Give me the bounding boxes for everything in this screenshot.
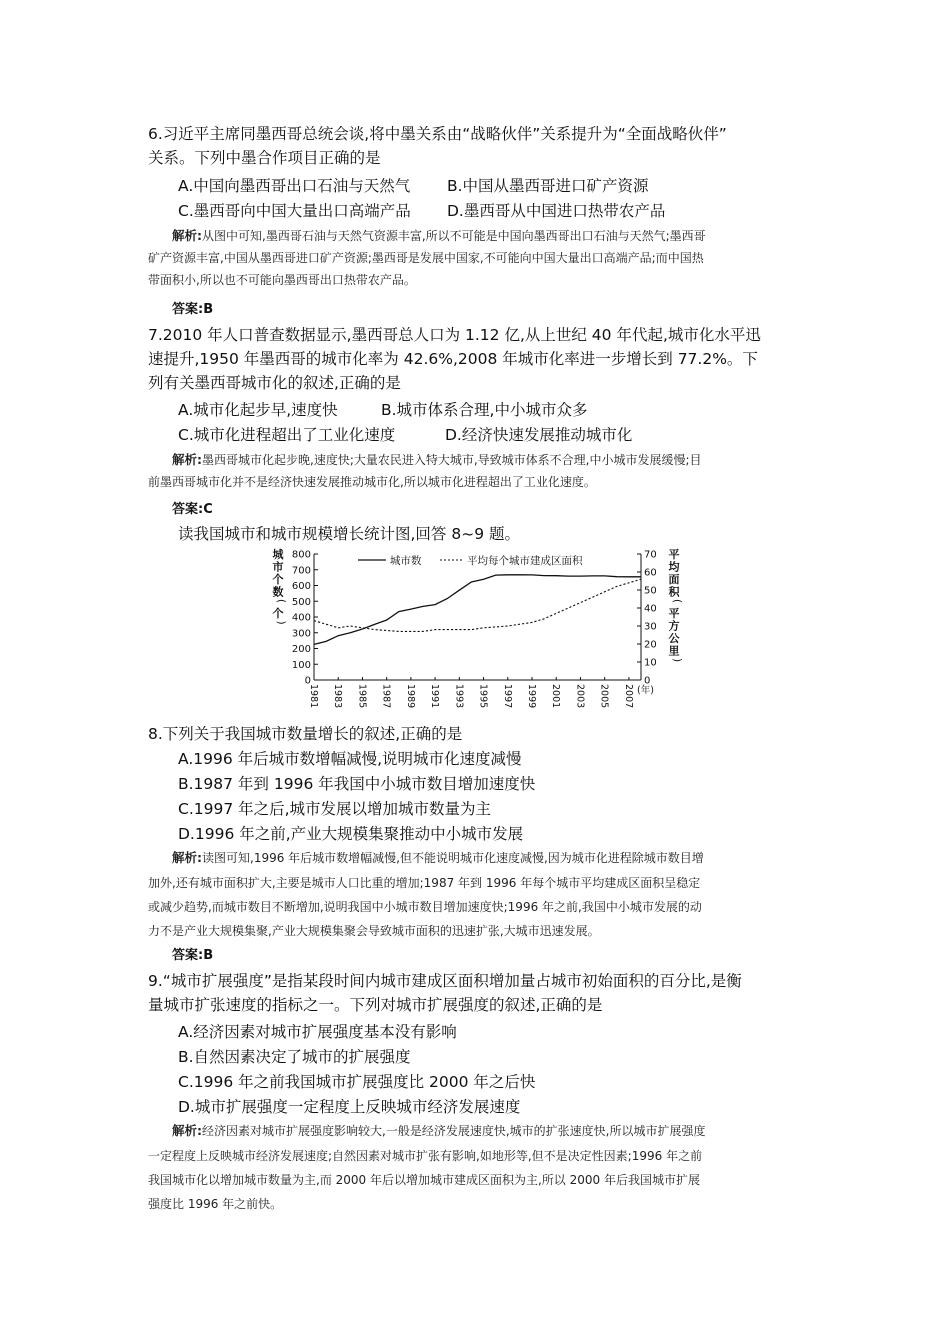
axis-label-char: 里: [668, 644, 680, 658]
right-tick-label: 50: [644, 585, 657, 597]
q8-analysis-line-4: 力不是产业大规模集聚,产业大规模集聚会导致城市面积的迅速扩张,大城市迅速发展。: [148, 924, 600, 938]
x-tick-label: 1981: [308, 684, 319, 709]
axis-label-char: 均: [668, 560, 680, 574]
right-tick-label: 10: [644, 657, 657, 669]
x-tick-label: 2005: [598, 684, 610, 709]
q7-answer-value: C: [203, 502, 213, 517]
axis-label-char: 城: [272, 548, 284, 561]
q7-analysis: [172, 449, 812, 471]
axis-label-char: 市: [272, 560, 284, 574]
q9-analysis-label: 解析:: [172, 1123, 202, 1138]
q7-analysis-line-1: 墨西哥城市化起步晚,速度快;大量农民进入特大城市,导致城市体系不合理,中小城市发展缓慢;目: [202, 453, 702, 467]
q9-option-d: D.城市扩展强度一定程度上反映城市经济发展速度: [178, 1098, 521, 1116]
q6-analysis-line-2: 矿产资源丰富,中国从墨西哥进口矿产资源;墨西哥是发展中国家,不可能向中国大量出口高端产品;而中国热: [148, 251, 704, 265]
axis-label-char: (: [275, 598, 287, 604]
q6-stem-line-2: 关系。下列中墨合作项目正确的是: [148, 149, 381, 167]
q7-option-a: A.城市化起步早,速度快: [178, 401, 338, 419]
q6-option-b: B.中国从墨西哥进口矿产资源: [447, 177, 649, 195]
axis-label-char: 数: [272, 585, 284, 599]
right-tick-label: 60: [644, 567, 657, 579]
left-axis-title: [273, 548, 288, 625]
x-tick-label: 1983: [332, 684, 344, 709]
right-axis-title: [669, 547, 684, 662]
left-tick-label: 800: [291, 549, 311, 561]
city-growth-chart: [268, 546, 688, 714]
q6-stem-line-1: 6.习近平主席同墨西哥总统会谈,将中墨关系由“战略伙伴”关系提升为“全面战略伙伴”: [148, 125, 727, 143]
right-tick-label: 20: [644, 639, 657, 651]
x-tick-label: 2001: [550, 684, 562, 709]
q7-option-d: D.经济快速发展推动城市化: [445, 426, 633, 444]
left-tick-label: 100: [291, 659, 311, 671]
q8-analysis-line-3: 或减少趋势,而城市数目不断增加,说明我国中小城市数目增加速度快;1996 年之前,我国中小城市发展的动: [148, 900, 702, 914]
legend-label-avg-area: 平均每个城市建成区面积: [467, 555, 583, 567]
x-tick-label: 2007: [622, 684, 634, 709]
q9-analysis-line-1: 经济因素对城市扩展强度影响较大,一般是经济发展速度快,城市的扩张速度快,所以城市扩展强度: [202, 1124, 706, 1138]
q9-analysis: [172, 1120, 812, 1142]
q8-stem: 8.下列关于我国城市数量增长的叙述,正确的是: [148, 725, 463, 743]
q8-option-c: C.1997 年之后,城市发展以增加城市数量为主: [178, 800, 492, 818]
left-axis-label: [273, 548, 288, 625]
q8-option-b: B.1987 年到 1996 年我国中小城市数目增加速度快: [178, 775, 536, 793]
x-tick-label: 1991: [429, 684, 441, 709]
q6-analysis: [172, 225, 812, 247]
series-line-avg-area: [314, 579, 641, 631]
q6-stem: [148, 122, 818, 170]
right-tick-label: 0: [644, 675, 651, 687]
q6-answer-value: B: [203, 302, 214, 317]
x-tick-label: 1993: [453, 684, 465, 709]
axis-label-char: (: [671, 598, 683, 604]
q6-analysis-label: 解析:: [172, 228, 202, 243]
axis-label-char: 面: [668, 573, 680, 586]
q9-option-b: B.自然因素决定了城市的扩展强度: [178, 1048, 411, 1066]
right-tick-label: 70: [644, 549, 657, 561]
q7-option-b: B.城市体系合理,中小城市众多: [381, 401, 588, 419]
q7-stem-line-3: 列有关墨西哥城市化的叙述,正确的是: [148, 374, 401, 392]
legend-label-city-count: 城市数: [390, 555, 422, 567]
x-tick-label: 1987: [380, 684, 392, 709]
q7-analysis-cont: [148, 471, 808, 493]
q9-analysis-line-2: 一定程度上反映城市经济发展速度;自然因素对城市扩张有影响,如地形等,但不是决定性因素;1996 年之前: [148, 1149, 703, 1163]
left-tick-label: 500: [291, 596, 311, 608]
q7-analysis-line-2: 前墨西哥城市化并不是经济快速发展推动城市化,所以城市化进程超出了工业化速度。: [148, 475, 596, 489]
axis-label-char: ): [275, 620, 287, 625]
q7-stem-line-1: 7.2010 年人口普查数据显示,墨西哥总人口为 1.12 亿,从上世纪 40 年代起,城市化水平迅: [148, 326, 761, 344]
axis-label-char: 积: [668, 585, 680, 599]
axis-label-char: 平: [668, 607, 680, 620]
chart-legend: [358, 554, 583, 567]
x-tick-label: 1989: [404, 684, 416, 709]
q7-analysis-label: 解析:: [172, 452, 202, 467]
series-line-city-count: [314, 575, 641, 645]
left-tick-label: 200: [291, 644, 311, 655]
q9-option-a: A.经济因素对城市扩展强度基本没有影响: [178, 1023, 457, 1041]
left-tick-label: 600: [291, 581, 311, 592]
x-tick-label: 1999: [526, 684, 537, 709]
right-tick-label: 40: [644, 603, 657, 615]
q8-option-a: A.1996 年后城市数增幅减慢,说明城市化速度减慢: [178, 750, 522, 768]
left-tick-label: 0: [304, 675, 311, 687]
q7-answer: [172, 500, 213, 520]
axis-label-char: 平: [668, 548, 680, 561]
q7-answer-label: 答案:: [172, 502, 204, 517]
axis-label-char: 方: [668, 619, 680, 633]
q8-analysis-line-1: 读图可知,1996 年后城市数增幅减慢,但不能说明城市化速度减慢,因为城市化进程除城市数目增: [202, 851, 704, 865]
chart-series: [314, 575, 641, 645]
q9-option-c: C.1996 年之前我国城市扩展强度比 2000 年之后快: [178, 1073, 536, 1091]
axis-label-char: 公: [668, 632, 680, 645]
x-axis-unit: (年): [637, 685, 654, 696]
q7-stem: [148, 323, 818, 395]
q6-answer: [172, 300, 213, 320]
q7-option-c: C.城市化进程超出了工业化速度: [178, 426, 396, 444]
q6-analysis-line-3: 带面积小,所以也不可能向墨西哥出口热带农产品。: [148, 273, 416, 287]
axis-label-char: 个: [272, 607, 284, 620]
right-axis-label: [669, 547, 684, 662]
q6-analysis-cont: [148, 247, 808, 291]
q8-analysis-cont: [148, 871, 808, 943]
axis-label-char: 个: [272, 573, 284, 586]
left-tick-label: 700: [291, 565, 311, 577]
q9-stem-line-1: 9.“城市扩展强度”是指某段时间内城市建成区面积增加量占城市初始面积的百分比,是衡: [148, 972, 742, 990]
q8-analysis-label: 解析:: [172, 850, 202, 865]
q8-analysis: [172, 847, 812, 869]
x-tick-label: 1997: [501, 684, 513, 709]
q6-answer-label: 答案:: [172, 302, 204, 317]
q9-analysis-line-4: 强度比 1996 年之前快。: [148, 1197, 283, 1211]
chart-axes: [292, 550, 657, 709]
q7-stem-line-2: 速提升,1950 年墨西哥的城市化率为 42.6%,2008 年城市化率进一步增长到 77.2%。下: [148, 350, 758, 368]
q6-option-d: D.墨西哥从中国进口热带农产品: [447, 202, 666, 220]
chart-intro: 读我国城市和城市规模增长统计图,回答 8~9 题。: [178, 525, 520, 543]
axis-label-char: ): [671, 657, 683, 663]
q9-analysis-cont: [148, 1144, 808, 1216]
q8-answer-value: B: [203, 948, 214, 963]
q6-option-a: A.中国向墨西哥出口石油与天然气: [178, 177, 411, 195]
q9-stem: [148, 969, 818, 1017]
q6-analysis-line-1: 从图中可知,墨西哥石油与天然气资源丰富,所以不可能是中国向墨西哥出口石油与天然气;墨西哥: [202, 229, 706, 243]
q8-answer: [172, 946, 213, 966]
x-tick-label: 1985: [356, 684, 368, 709]
q8-answer-label: 答案:: [172, 948, 204, 963]
q8-analysis-line-2: 加外,还有城市面积扩大,主要是城市人口比重的增加;1987 年到 1996 年每个城市平均建成区面积呈稳定: [148, 876, 701, 890]
q8-option-d: D.1996 年之前,产业大规模集聚推动中小城市发展: [178, 825, 524, 843]
left-tick-label: 300: [291, 628, 311, 640]
q6-option-c: C.墨西哥向中国大量出口高端产品: [178, 202, 411, 220]
q9-stem-line-2: 量城市扩张速度的指标之一。下列对城市扩展强度的叙述,正确的是: [148, 996, 603, 1014]
q9-analysis-line-3: 我国城市化以增加城市数量为主,而 2000 年后以增加城市建成区面积为主,所以 2000 年后我国城市扩展: [148, 1173, 700, 1187]
left-tick-label: 400: [291, 612, 311, 624]
right-tick-label: 30: [644, 621, 657, 633]
x-tick-label: 2003: [574, 684, 586, 709]
x-tick-label: 1995: [477, 684, 489, 709]
